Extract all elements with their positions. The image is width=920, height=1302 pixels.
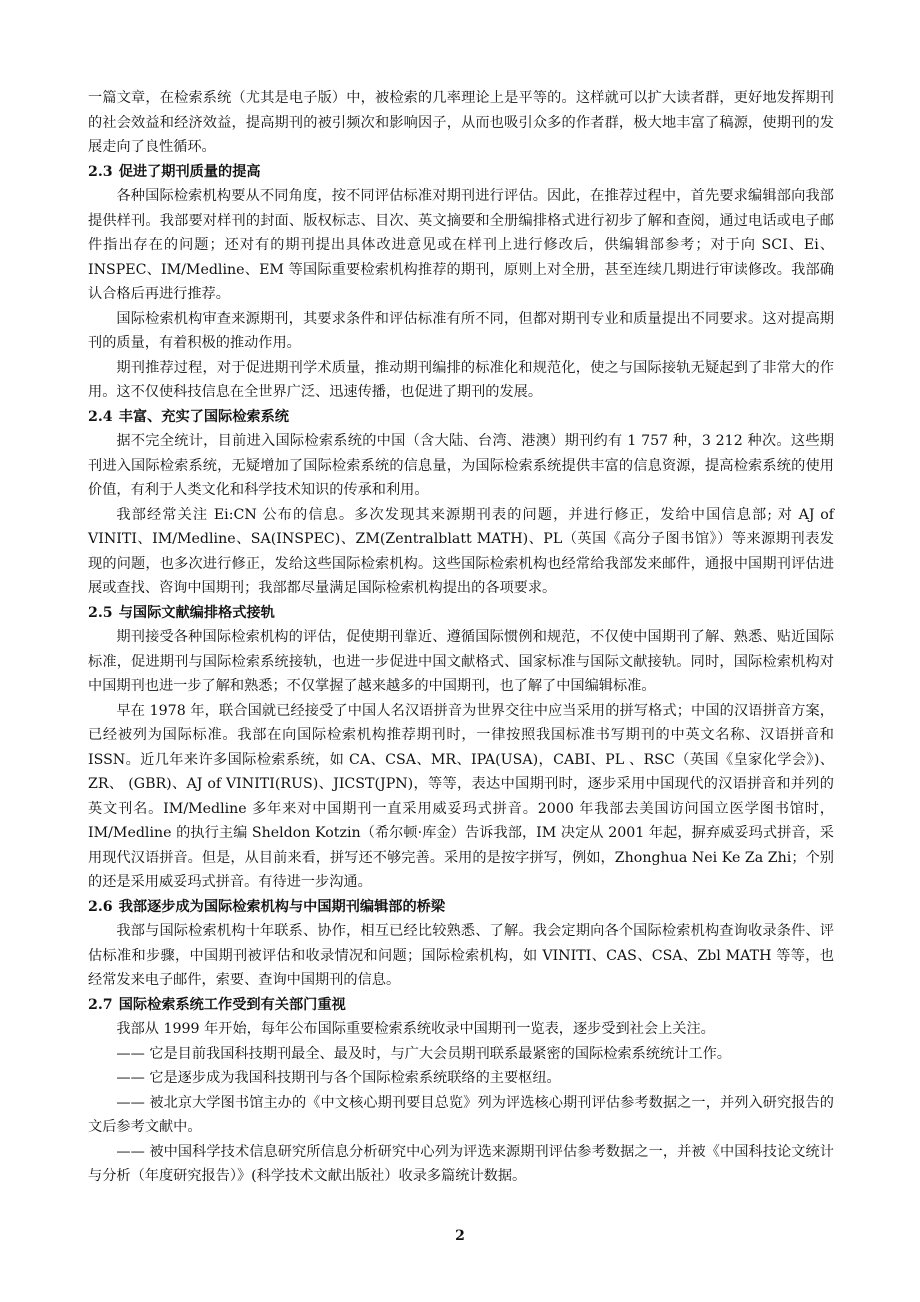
- document-body: [88, 86, 834, 1189]
- section-number: 2.4: [88, 408, 113, 425]
- paragraph: 各种国际检索机构要从不同角度，按不同评估标准对期刊进行评估。因此，在推荐过程中，首先要求编辑部向我部提供样刊。我部要对样刊的封面、版权标志、目次、英文摘要和全册编排格式进行初步了解和查阅，通过电话或电子邮件指出存在的问题；还对有的期刊提出具体改进意见或在样刊上进行修改后，供编辑部参考；对于向 SCI、Ei、INSPEC、IM/Medline、EM 等国际重要检索机构推荐的期刊，原则上对全册，甚至连续几期进行审读修改。我部确认合格后再进行推荐。: [88, 188, 834, 302]
- section-number: 2.6: [88, 898, 113, 915]
- page-number: 2: [455, 1228, 465, 1244]
- section-title: 国际检索系统工作受到有关部门重视: [118, 996, 346, 1013]
- list-item: —— 它是逐步成为我国科技期刊与各个国际检索系统联络的主要枢纽。: [116, 1070, 561, 1086]
- paragraph: 国际检索机构审查来源期刊，其要求条件和评估标准有所不同，但都对期刊专业和质量提出不同要求。这对提高期刊的质量，有着积极的推动作用。: [88, 310, 834, 351]
- list-item: —— 被中国科学技术信息研究所信息分析研究中心列为评选来源期刊评估参考数据之一，并被《中国科技论文统计与分析（年度研究报告）》(科学技术文献出版社）收录多篇统计数据。: [88, 1143, 834, 1184]
- section-number: 2.3: [88, 163, 113, 180]
- section-heading: [88, 160, 834, 185]
- list-item: —— 它是目前我国科技期刊最全、最及时，与广大会员期刊联系最紧密的国际检索系统统计工作。: [116, 1045, 731, 1062]
- paragraph: 据不完全统计，目前进入国际检索系统的中国（含大陆、台湾、港澳）期刊约有 1 757 种，3 212 种次。这些期刊进入国际检索系统，无疑增加了国际检索系统的信息量，为国际检索系统提供丰富的信息资源，提高检索系统的使用价值，有利于人类文化和科学技术知识的传承和利用。: [88, 433, 834, 498]
- paragraph: 我部经常关注 Ei:CN 公布的信息。多次发现其来源期刊表的问题，并进行修正，发给中国信息部; 对 AJ of VINITI、IM/Medline、SA(INSPEC)、ZM(Zentralblatt MATH)、PL（英国《高分子图书馆》）等来源期刊表发现的问题，也多次进行修正，发给这些国际检索机构。这些国际检索机构也经常给我部发来邮件，通报中国期刊评估进展或查找、咨询中国期刊；我部都尽量满足国际检索机构提出的各项要求。: [88, 506, 834, 596]
- section-number: 2.5: [88, 604, 113, 621]
- paragraph: 期刊推荐过程，对于促进期刊学术质量，推动期刊编排的标准化和规范化，使之与国际接轨无疑起到了非常大的作用。这不仅使科技信息在全世界广泛、迅速传播，也促进了期刊的发展。: [88, 359, 834, 400]
- paragraph: 一篇文章，在检索系统（尤其是电子版）中，被检索的几率理论上是平等的。这样就可以扩大读者群，更好地发挥期刊的社会效益和经济效益，提高期刊的被引频次和影响因子，从而也吸引众多的作者群，极大地丰富了稿源，使期刊的发展走向了良性循环。: [88, 90, 834, 155]
- paragraph: 期刊接受各种国际检索机构的评估，促使期刊靠近、遵循国际惯例和规范，不仅使中国期刊了解、熟悉、贴近国际标准，促进期刊与国际检索系统接轨，也进一步促进中国文献格式、国家标准与国际文献接轨。同时，国际检索机构对中国期刊也进一步了解和熟悉；不仅掌握了越来越多的中国期刊，也了解了中国编辑标准。: [88, 629, 834, 694]
- section-heading: [88, 405, 834, 430]
- section-heading: [88, 993, 834, 1018]
- section-title: 促进了期刊质量的提高: [118, 163, 261, 180]
- section-title: 我部逐步成为国际检索机构与中国期刊编辑部的桥梁: [118, 898, 446, 915]
- list-item: —— 被北京大学图书馆主办的《中文核心期刊要目总览》列为评选核心期刊评估参考数据之一，并列入研究报告的文后参考文献中。: [88, 1094, 834, 1135]
- section-title: 与国际文献编排格式接轨: [118, 604, 275, 621]
- paragraph: 早在 1978 年，联合国就已经接受了中国人名汉语拼音为世界交往中应当采用的拼写格式；中国的汉语拼音方案，已经被列为国际标准。我部在向国际检索机构推荐期刊时，一律按照我国标准书写期刊的中英文名称、汉语拼音和 ISSN。近几年来许多国际检索系统，如 CA、CSA、MR、IPA(USA)，CABI、PL 、RSC（英国《皇家化学会》)、ZR、 (GBR)、AJ of VINITI(RUS)、JICST(JPN)，等等，表达中国期刊时，逐步采用中国现代的汉语拼音和并列的英文刊名。IM/Medline 多年来对中国期刊一直采用威妥玛式拼音。2000 年我部去美国访问国立医学图书馆时，IM/Medline 的执行主编 Sheldon Kotzin（希尔顿·库金）告诉我部，IM 决定从 2001 年起，摒弃威妥玛式拼音，采用现代汉语拼音。但是，从目前来看，拼写还不够完善。采用的是按字拼写，例如，Zhonghua Nei Ke Za Zhi；个别的还是采用威妥玛式拼音。有待进一步沟通。: [88, 702, 834, 890]
- section-number: 2.7: [88, 996, 113, 1013]
- section-heading: [88, 895, 834, 920]
- paragraph: 我部与国际检索机构十年联系、协作，相互已经比较熟悉、了解。我会定期向各个国际检索机构查询收录条件、评估标准和步骤，中国期刊被评估和收录情况和问题；国际检索机构，如 VINITI、CAS、CSA、Zbl MATH 等等，也经常发来电子邮件，索要、查询中国期刊的信息。: [88, 923, 834, 988]
- section-title: 丰富、充实了国际检索系统: [118, 408, 289, 425]
- section-heading: [88, 601, 834, 626]
- paragraph: 我部从 1999 年开始，每年公布国际重要检索系统收录中国期刊一览表，逐步受到社会上关注。: [116, 1021, 715, 1037]
